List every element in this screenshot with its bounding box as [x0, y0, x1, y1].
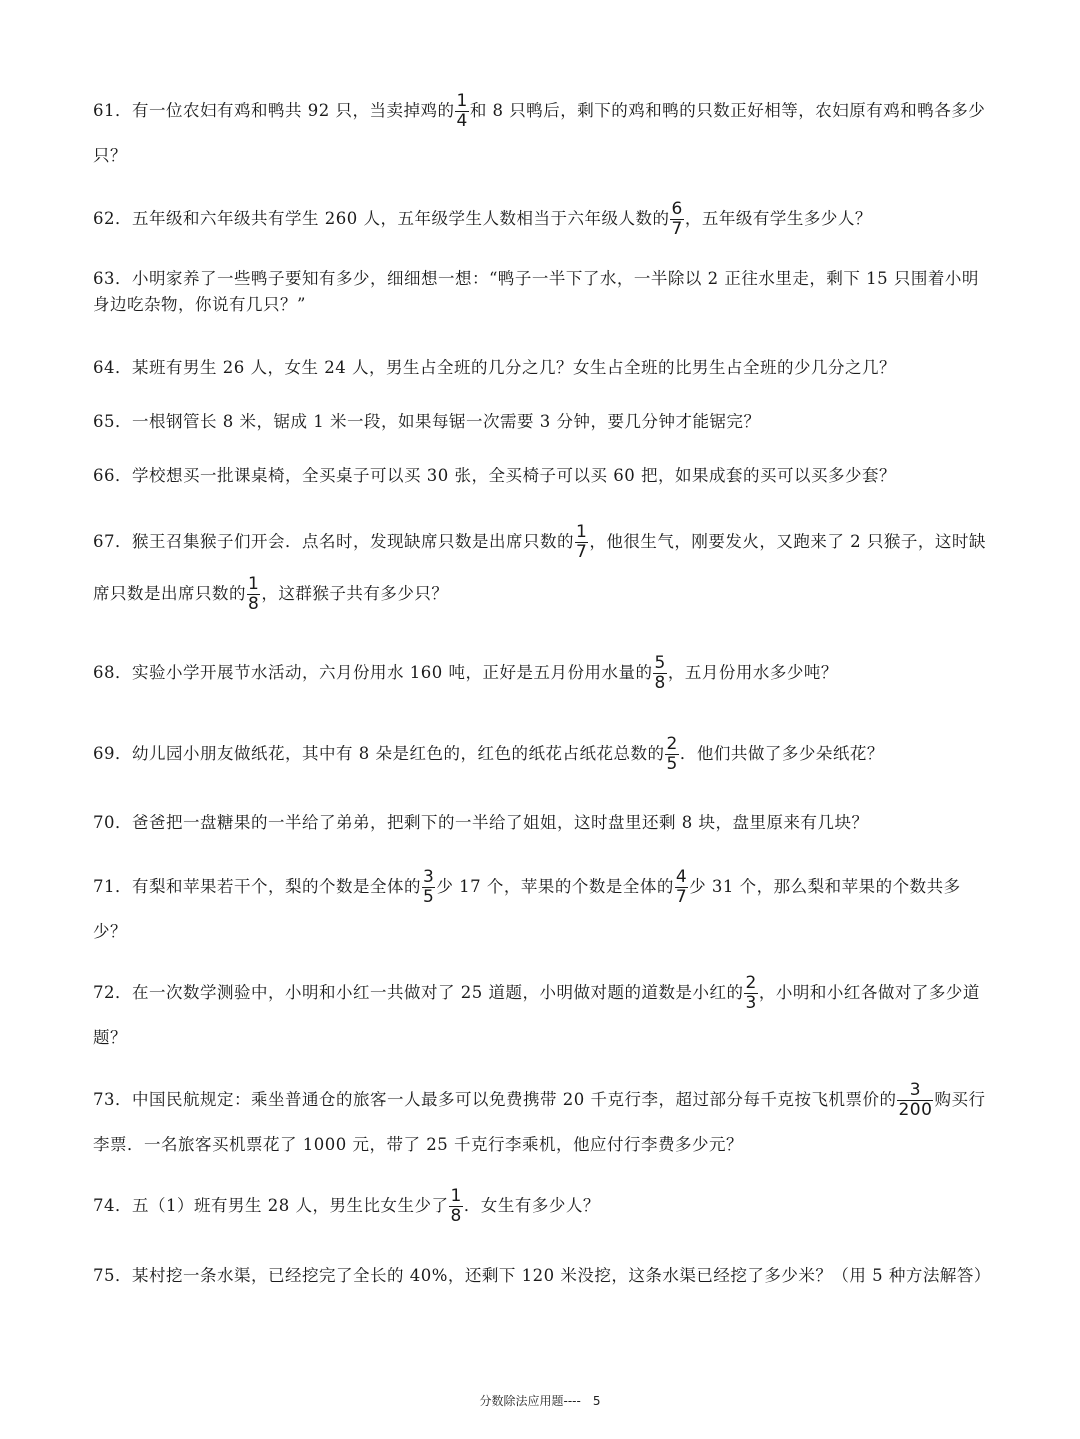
problem-75-text: 75．某村挖一条水渠，已经挖完了全长的 40%，还剩下 120 米没挖，这条水渠已经挖了多少米？（用 5 种方法解答）	[93, 1266, 991, 1285]
fraction-denominator: 8	[248, 594, 260, 614]
problem-74	[93, 1183, 993, 1228]
fraction	[897, 1082, 933, 1119]
fraction-denominator: 7	[576, 542, 588, 562]
problem-73	[93, 1077, 993, 1167]
footer-title: 分数除法应用题----	[479, 1394, 581, 1408]
problem-62	[93, 196, 993, 241]
fraction-denominator: 7	[671, 219, 683, 239]
problem-66-text: 66．学校想买一批课桌椅，全买桌子可以买 30 张，全买椅子可以买 60 把，如果成套的买可以买多少套？	[93, 466, 896, 485]
fraction-denominator: 5	[423, 887, 435, 907]
fraction-numerator: 4	[675, 867, 688, 887]
problem-67	[93, 516, 993, 620]
fraction-numerator: 3	[897, 1082, 933, 1101]
problem-62-text-1: 62．五年级和六年级共有学生 260 人，五年级学生人数相当于六年级人数的	[93, 209, 670, 228]
problem-66	[93, 463, 993, 489]
fraction-numerator: 6	[671, 199, 683, 219]
problem-72	[93, 970, 993, 1060]
fraction-denominator: 4	[456, 111, 468, 131]
fraction	[455, 93, 468, 130]
problem-62-text-2: ，五年级有学生多少人？	[684, 209, 872, 228]
problem-64	[93, 355, 993, 381]
fraction-denominator: 3	[745, 993, 757, 1013]
problem-72-text-2: ，小明和小红各做对了多少道题？	[93, 983, 980, 1047]
fraction-numerator: 1	[456, 91, 468, 111]
fraction-denominator: 5	[666, 754, 678, 774]
problem-68-text-2: ，五月份用水多少吨？	[667, 663, 838, 682]
fraction-numerator: 1	[576, 522, 588, 542]
problem-75	[93, 1263, 993, 1289]
problem-73-text-2: 购买行李票．一名旅客买机票花了 1000 元，带了 25 千克行李乘机，他应付行李费多少元？	[93, 1090, 986, 1154]
problem-64-text: 64．某班有男生 26 人，女生 24 人，男生占全班的几分之几？女生占全班的比男生占全班的少几分之几？	[93, 358, 896, 377]
problem-65-text: 65．一根钢管长 8 米，锯成 1 米一段，如果每锯一次需要 3 分钟，要几分钟才能锯完？	[93, 412, 761, 431]
fraction	[422, 869, 435, 906]
problem-70-text: 70．爸爸把一盘糖果的一半给了弟弟，把剩下的一半给了姐姐，这时盘里还剩 8 块，盘里原来有几块？	[93, 813, 869, 832]
problem-71-text-3: 少 31 个，那么梨和苹果的个数共多少？	[93, 877, 961, 941]
problem-74-text-2: ．女生有多少人？	[463, 1196, 600, 1215]
fraction-numerator: 3	[423, 867, 435, 887]
page-number: 5	[592, 1394, 601, 1408]
problem-71-text-2: 少 17 个，苹果的个数是全体的	[436, 877, 674, 896]
fraction	[247, 576, 260, 613]
problem-68-text-1: 68．实验小学开展节水活动，六月份用水 160 吨，正好是五月份用水量的	[93, 663, 653, 682]
problem-69-text-2: ．他们共做了多少朵纸花？	[679, 744, 884, 763]
problem-68	[93, 650, 993, 695]
problem-63-text: 63．小明家养了一些鸭子要知有多少，细细想一想：“鸭子一半下了水，一半除以 2 正往水里走，剩下 15 只围着小明身边吃杂物，你说有几只？”	[93, 269, 979, 314]
fraction	[575, 524, 588, 561]
problem-74-text-1: 74．五（1）班有男生 28 人，男生比女生少了	[93, 1196, 449, 1215]
problem-65	[93, 409, 993, 435]
problem-72-text-1: 72．在一次数学测验中，小明和小红一共做对了 25 道题，小明做对题的道数是小红的	[93, 983, 744, 1002]
fraction-numerator: 2	[666, 734, 678, 754]
fraction-denominator: 7	[675, 887, 688, 907]
fraction	[449, 1188, 462, 1225]
problem-61-text-2: 和 8 只鸭后，剩下的鸡和鸭的只数正好相等，农妇原有鸡和鸭各多少只？	[93, 101, 986, 165]
page-footer	[0, 1392, 1080, 1409]
problem-69	[93, 731, 993, 776]
problem-71	[93, 864, 993, 954]
fraction	[665, 736, 678, 773]
fraction-numerator: 1	[248, 574, 260, 594]
fraction-numerator: 5	[654, 653, 666, 673]
problem-67-text-2: ，他很生气，刚要发火，又跑来了 2 只猴子，这时缺席只数是出席只数的	[93, 532, 986, 603]
problem-69-text-1: 69．幼儿园小朋友做纸花，其中有 8 朵是红色的，红色的纸花占纸花总数的	[93, 744, 665, 763]
fraction	[675, 869, 688, 906]
fraction-numerator: 2	[745, 973, 757, 993]
fraction	[653, 655, 666, 692]
fraction-numerator: 1	[450, 1186, 462, 1206]
problem-73-text-1: 73．中国民航规定：乘坐普通仓的旅客一人最多可以免费携带 20 千克行李，超过部分每千克按飞机票价的	[93, 1090, 897, 1109]
problem-63	[93, 266, 993, 318]
fraction-denominator: 8	[450, 1206, 462, 1226]
problem-70	[93, 810, 993, 836]
fraction	[670, 201, 683, 238]
problem-67-text-3: ，这群猴子共有多少只？	[261, 584, 449, 603]
problem-61-text-1: 61．有一位农妇有鸡和鸭共 92 只，当卖掉鸡的	[93, 101, 455, 120]
fraction-denominator: 200	[898, 1100, 933, 1120]
problem-67-text-1: 67．猴王召集猴子们开会．点名时，发现缺席只数是出席只数的	[93, 532, 574, 551]
fraction	[744, 975, 757, 1012]
problem-61	[93, 88, 993, 178]
fraction-denominator: 8	[654, 673, 666, 693]
problem-71-text-1: 71．有梨和苹果若干个，梨的个数是全体的	[93, 877, 421, 896]
